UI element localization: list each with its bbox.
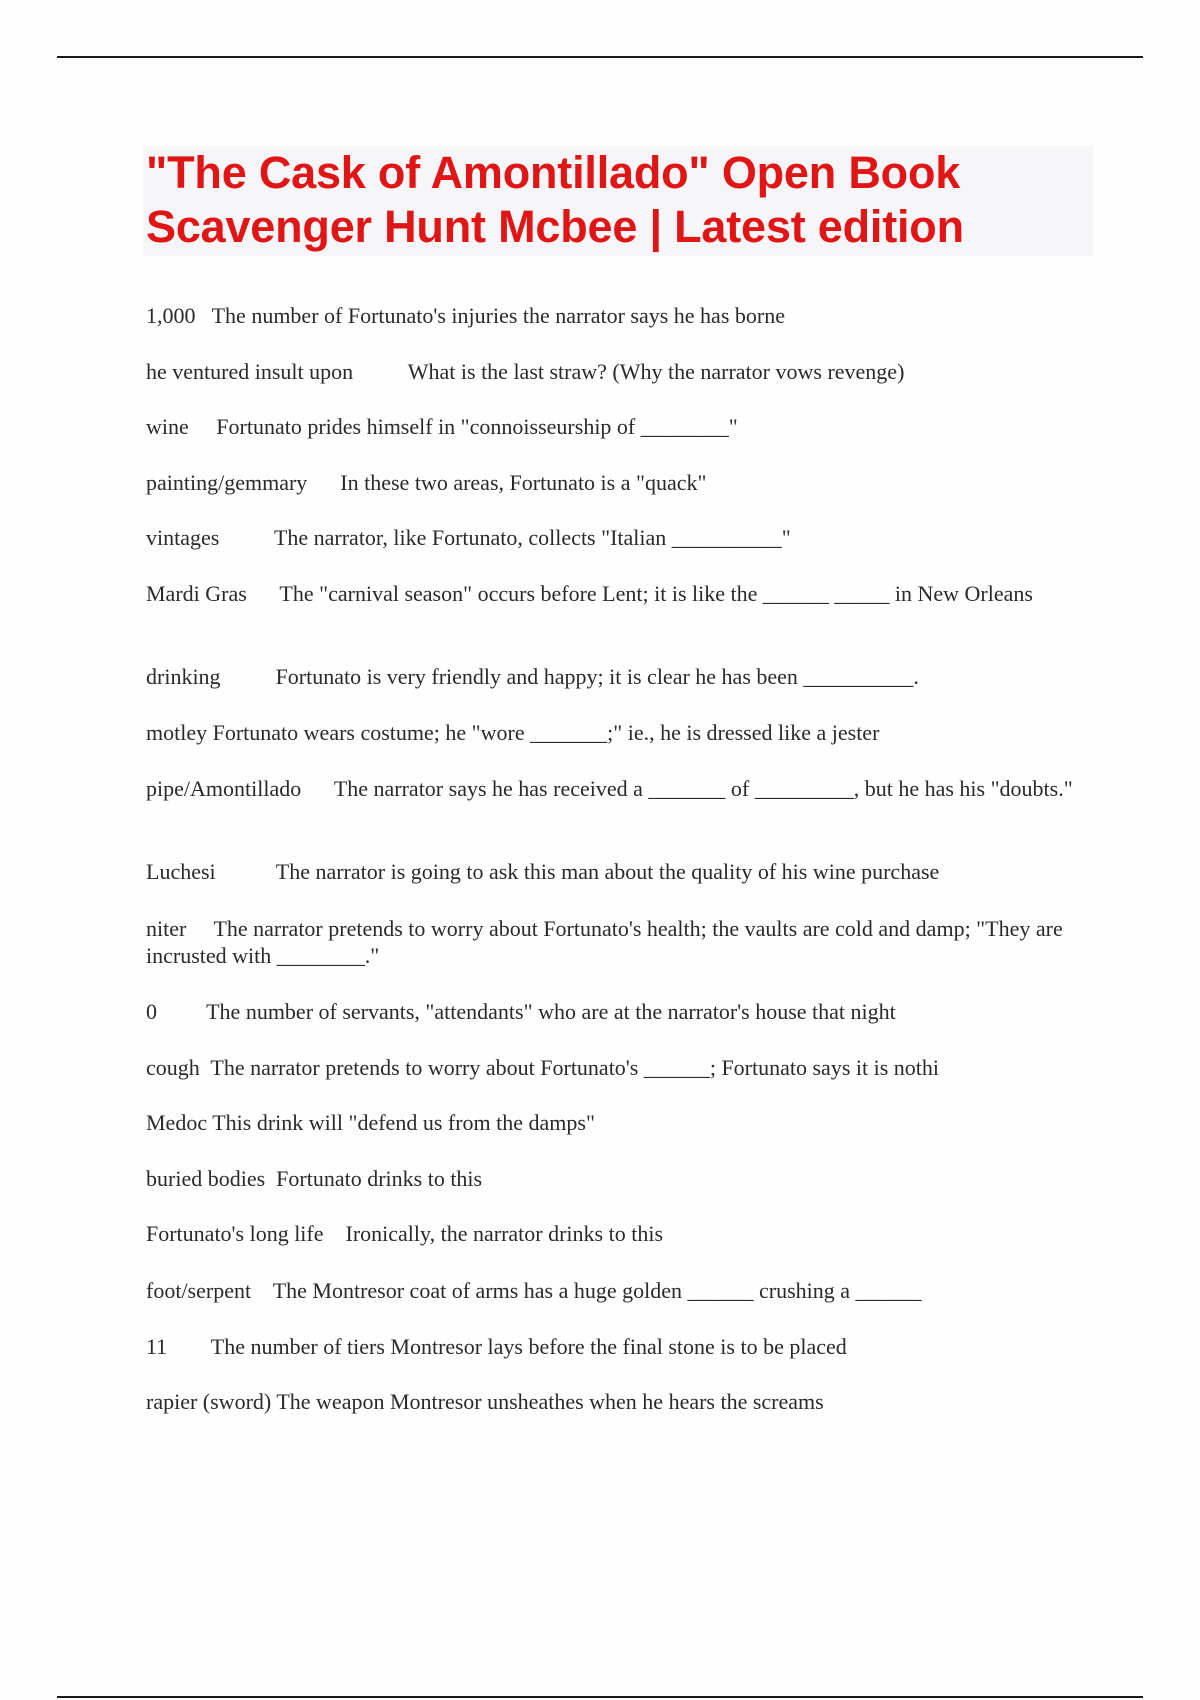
entry-gap	[265, 1166, 276, 1191]
entry-definition: The number of tiers Montresor lays before the final stone is to be placed	[210, 1334, 847, 1359]
entry-term: 11	[146, 1334, 168, 1359]
entry-term: Luchesi	[146, 859, 216, 884]
entry-17	[146, 1277, 1086, 1304]
entry-8	[146, 719, 1086, 746]
entry-definition: The narrator, like Fortunato, collects "Italian __________"	[273, 525, 791, 550]
entry-term: drinking	[146, 664, 221, 689]
entry-gap	[216, 859, 276, 884]
entry-gap	[200, 1055, 211, 1080]
entry-1	[146, 302, 1086, 329]
entry-definition: What is the last straw? (Why the narrator vows revenge)	[407, 359, 905, 384]
entry-term: buried bodies	[146, 1166, 266, 1191]
entry-term: niter	[146, 916, 187, 941]
entry-19	[146, 1388, 1086, 1415]
document-title	[146, 146, 1096, 254]
top-rule	[57, 56, 1143, 58]
entry-term: rapier (sword)	[146, 1389, 272, 1414]
entry-gap	[189, 414, 217, 439]
entry-definition: The narrator is going to ask this man about the quality of his wine purchase	[275, 859, 940, 884]
entry-gap	[307, 470, 340, 495]
entry-term: painting/gemmary	[146, 470, 308, 495]
entry-term: 1,000	[146, 303, 196, 328]
entry-term: cough	[146, 1055, 200, 1080]
entry-term: foot/serpent	[146, 1278, 252, 1303]
entry-gap	[196, 303, 212, 328]
entry-6	[146, 580, 1086, 607]
entry-gap	[324, 1221, 346, 1246]
entry-gap	[251, 1278, 273, 1303]
entry-gap	[186, 916, 213, 941]
entry-gap	[353, 359, 408, 384]
entry-7	[146, 663, 1086, 690]
entry-11	[146, 915, 1086, 969]
entry-18	[146, 1333, 1086, 1360]
entry-definition: The narrator says he has received a _______ of _________, but he has his "doubts."	[333, 776, 1073, 801]
entry-term: 0	[146, 999, 157, 1024]
entry-gap	[157, 999, 206, 1024]
entry-9	[146, 775, 1086, 802]
entry-gap	[247, 581, 280, 606]
entry-gap	[221, 664, 276, 689]
entry-term: Mardi Gras	[146, 581, 247, 606]
entry-term: he ventured insult upon	[146, 359, 354, 384]
entry-definition: Ironically, the narrator drinks to this	[345, 1221, 664, 1246]
entry-3	[146, 413, 1086, 440]
entry-15	[146, 1165, 1086, 1192]
entry-term: Fortunato's long life	[146, 1221, 324, 1246]
entry-2	[146, 358, 1086, 385]
entry-term: Medoc	[146, 1110, 208, 1135]
entry-gap	[219, 525, 274, 550]
entry-definition: The narrator pretends to worry about Fortunato's ______; Fortunato says it is nothi	[210, 1055, 940, 1080]
entry-13	[146, 1054, 1086, 1081]
title-line-2: Scavenger Hunt Mcbee | Latest edition	[146, 201, 964, 252]
entry-definition: In these two areas, Fortunato is a "quack"	[340, 470, 707, 495]
entry-definition: Fortunato drinks to this	[276, 1166, 483, 1191]
entry-16	[146, 1220, 1086, 1247]
entry-definition: The Montresor coat of arms has a huge golden ______ crushing a ______	[272, 1278, 922, 1303]
entry-term: pipe/Amontillado	[146, 776, 302, 801]
entry-definition: The weapon Montresor unsheathes when he hears the screams	[276, 1389, 824, 1414]
entry-14	[146, 1109, 1086, 1136]
entry-term: wine	[146, 414, 189, 439]
entry-term: vintages	[146, 525, 220, 550]
entry-definition: The narrator pretends to worry about Fortunato's health; the vaults are cold and damp; "They are incrusted with ________."	[146, 916, 1069, 968]
entry-gap	[167, 1334, 211, 1359]
entry-definition: Fortunato wears costume; he "wore _______;" ie., he is dressed like a jester	[212, 720, 880, 745]
entry-4	[146, 469, 1086, 496]
entry-definition: The number of Fortunato's injuries the narrator says he has borne	[211, 303, 785, 328]
entry-10	[146, 858, 1086, 885]
entry-definition: The "carnival season" occurs before Lent; it is like the ______ _____ in New Orleans	[279, 581, 1033, 606]
entry-definition: This drink will "defend us from the damps"	[212, 1110, 595, 1135]
entry-definition: Fortunato is very friendly and happy; it is clear he has been __________.	[275, 664, 919, 689]
entry-12	[146, 998, 1086, 1025]
bottom-rule	[57, 1696, 1143, 1698]
entry-term: motley	[146, 720, 208, 745]
title-line-1: "The Cask of Amontillado" Open Book	[146, 147, 961, 198]
entry-gap	[301, 776, 334, 801]
entry-definition: The number of servants, "attendants" who are at the narrator's house that night	[206, 999, 896, 1024]
entry-5	[146, 524, 1086, 551]
entry-definition: Fortunato prides himself in "connoisseurship of ________"	[216, 414, 738, 439]
